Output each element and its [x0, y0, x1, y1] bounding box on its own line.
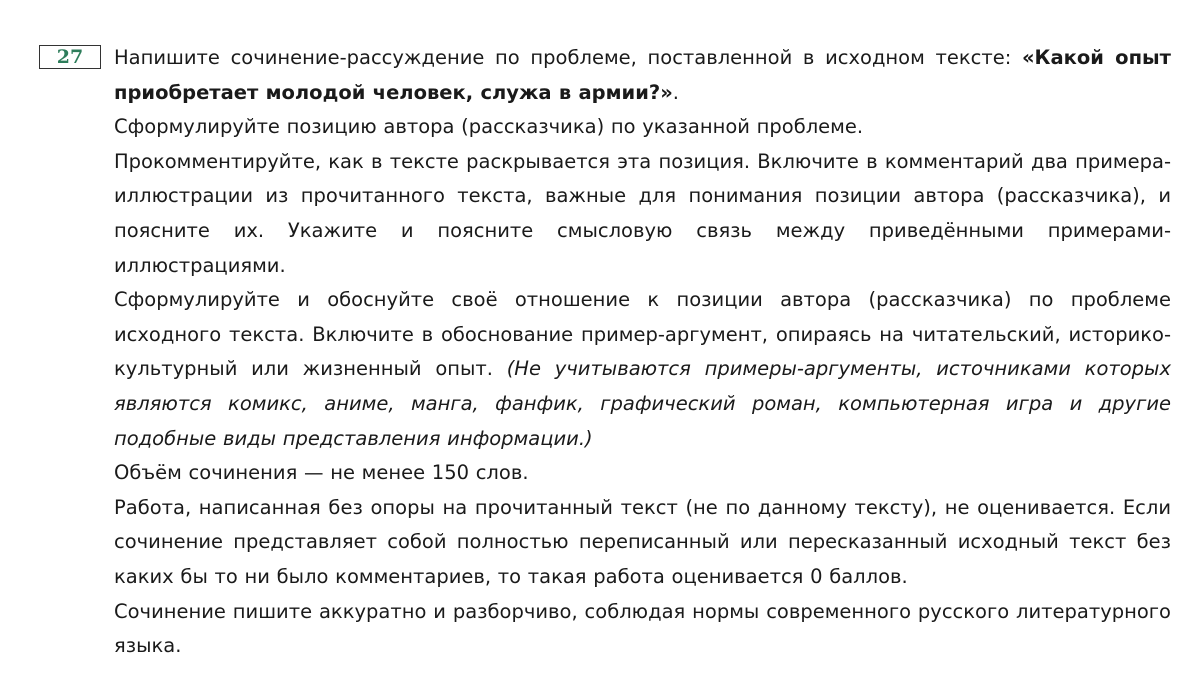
- task-problem: «Какой опыт приобретает молодой человек, служа в армии?»: [114, 46, 1171, 104]
- task-intro-end: .: [672, 80, 679, 104]
- task-number-badge: 27: [39, 45, 101, 69]
- task-volume: Объём сочинения — не менее 150 слов.: [114, 461, 529, 485]
- task-body: [114, 41, 1171, 664]
- task-attitude-text: Сформулируйте и обоснуйте своё отношение к позиции автора (рассказчика) по проблеме исходного текста. Включите в обоснование пример-аргумент, опираясь на читательский, историко-культурный или жизненный опыт.: [114, 288, 1171, 381]
- task-intro-paragraph: [114, 41, 1171, 110]
- task-attitude-note: (Не учитываются примеры-аргументы, источниками которых являются комикс, аниме, манга, фанфик, графический роман, компьютерная игра и другие подобные виды представления информации.): [114, 357, 1171, 450]
- task-formulate-position: Сформулируйте позицию автора (рассказчика) по указанной проблеме.: [114, 115, 864, 139]
- task-grading: Работа, написанная без опоры на прочитанный текст (не по данному тексту), не оценивается. Если сочинение представляет собой полностью переписанный или пересказанный исходный текст без каких бы то ни было комментариев, то такая работа оценивается 0 баллов.: [114, 495, 1171, 588]
- task-comment-instructions: Прокомментируйте, как в тексте раскрывается эта позиция. Включите в комментарий два примера-иллюстрации из прочитанного текста, важные для понимания позиции автора (рассказчика), и поясните их. Укажите и поясните смысловую связь между приведёнными примерами-иллюстрациями.: [114, 149, 1171, 277]
- task-attitude-paragraph: [114, 283, 1171, 456]
- task-intro-text: Напишите сочинение-рассуждение по проблеме, поставленной в исходном тексте:: [114, 46, 1022, 69]
- task-neatness: Сочинение пишите аккуратно и разборчиво, соблюдая нормы современного русского литературного языка.: [114, 599, 1171, 658]
